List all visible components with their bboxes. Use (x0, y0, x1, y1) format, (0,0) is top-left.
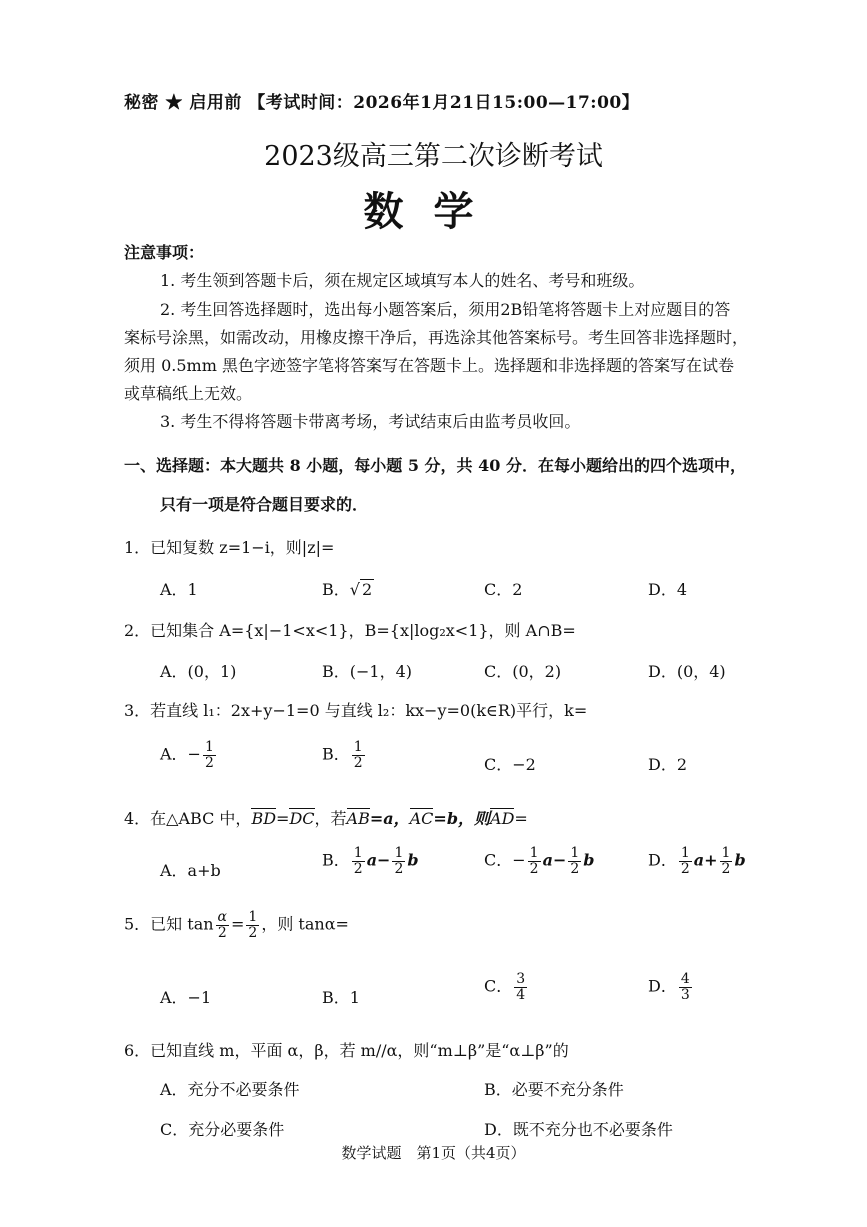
page-footer: 数学试题 第1页（共4页） (341, 1144, 526, 1162)
question-1-stem: 1．已知复数 z=1−i，则|z|= (124, 538, 335, 557)
section-heading-cont: 只有一项是符合题目要求的． (160, 495, 369, 514)
question-4-stem: 4．在△ABC 中，BD=DC，若AB=a，AC=b，则AD= (124, 809, 528, 828)
q2-option-a: A．(0，1) (160, 662, 237, 681)
q6-option-d: D．既不充分也不必要条件 (484, 1120, 673, 1139)
q4-option-c: C．− $\frac{1}{2}$ a− $\frac{1}{2}$ b (484, 845, 595, 877)
notice-line: 案标号涂黑，如需改动，用橡皮擦干净后，再选涂其他答案标号。考生回答非选择题时， (124, 328, 749, 347)
notice-line: 3. 考生不得将答题卡带离考场，考试结束后由监考员收回。 (160, 412, 581, 431)
question-6-stem: 6．已知直线 m，平面 α，β，若 m//α，则“m⊥β”是“α⊥β”的 (124, 1041, 569, 1060)
section-heading: 一、选择题：本大题共 8 小题，每小题 5 分，共 40 分．在每小题给出的四个选项中， (124, 456, 746, 475)
q2-option-c: C．(0，2) (484, 662, 562, 681)
q3-option-b: B． $\frac{1}{2}$ (322, 739, 363, 771)
q6-option-b: B．必要不充分条件 (484, 1080, 624, 1099)
q4-option-d: D． $\frac{1}{2}$ a+ $\frac{1}{2}$ b (648, 845, 746, 877)
q5-option-c: C． $\frac{3}{4}$ (484, 971, 526, 1003)
q4-option-b: B． $\frac{1}{2}$ a− $\frac{1}{2}$ b (322, 845, 419, 877)
q3-option-a: A．− $\frac{1}{2}$ (160, 739, 214, 771)
q3-option-d: D．2 (648, 755, 688, 774)
q4-option-a: A．a+b (160, 861, 221, 880)
q6-option-a: A．充分不必要条件 (160, 1080, 300, 1099)
q5-option-b: B．1 (322, 988, 360, 1007)
notice-line: 或草稿纸上无效。 (124, 384, 253, 403)
confidential-header: 秘密 ★ 启用前 【考试时间：2026年1月21日15:00—17:00】 (124, 93, 640, 113)
q1-option-b: B．√ 2 (322, 580, 373, 599)
notice-line: 2. 考生回答选择题时，选出每小题答案后，须用2B铅笔将答题卡上对应题目的答 (160, 300, 731, 319)
question-3-stem: 3．若直线 l₁：2x+y−1=0 与直线 l₂：kx−y=0(k∈R)平行，k= (124, 701, 588, 720)
q6-option-c: C．充分必要条件 (160, 1120, 285, 1139)
q2-option-d: D．(0，4) (648, 662, 726, 681)
q5-option-a: A．−1 (160, 988, 212, 1007)
question-2-stem: 2．已知集合 A={x|−1<x<1}，B={x|log₂x<1}，则 A∩B= (124, 621, 576, 640)
q1-option-d: D．4 (648, 580, 688, 599)
q2-option-b: B．(−1，4) (322, 662, 413, 681)
notice-heading: 注意事项： (124, 243, 205, 262)
notice-line: 须用 0.5mm 黑色字迹签字笔将答案写在答题卡上。选择题和非选择题的答案写在试卷 (124, 356, 734, 375)
notice-line: 1. 考生领到答题卡后，须在规定区域填写本人的姓名、考号和班级。 (160, 271, 645, 290)
q3-option-c: C．−2 (484, 755, 536, 774)
q5-option-d: D． $\frac{4}{3}$ (648, 971, 690, 1003)
subject-title: 数学 (363, 188, 504, 235)
exam-title: 2023级高三第二次诊断考试 (264, 141, 603, 172)
q1-option-c: C．2 (484, 580, 523, 599)
question-5-stem: 5．已知 tan $\frac{\alpha}{2}$ = $\frac{1}{2}$ ，则 tanα= (124, 909, 349, 941)
q1-option-a: A．1 (160, 580, 198, 599)
